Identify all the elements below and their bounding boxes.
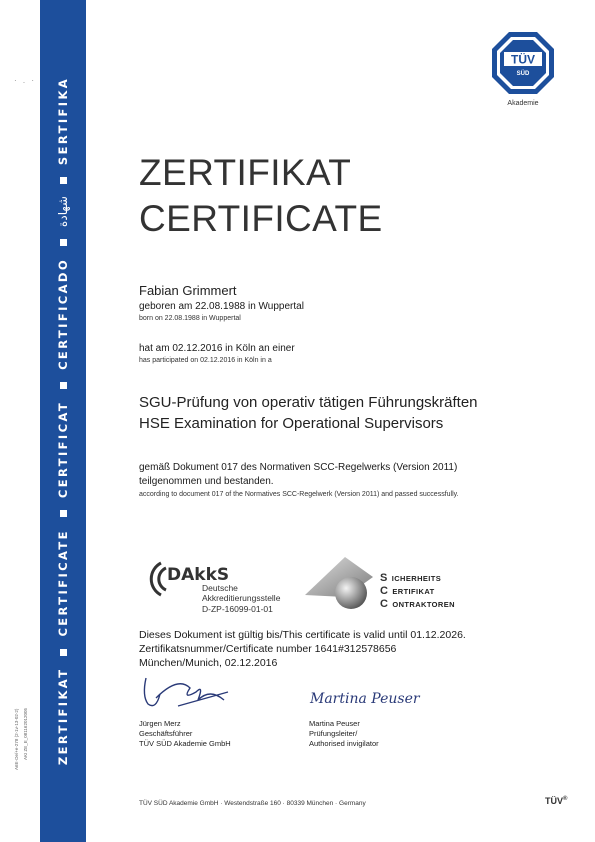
- accordance-german-line2: teilgenommen und bestanden.: [139, 476, 274, 487]
- scc-letter: S: [380, 572, 388, 584]
- dakks-id: D-ZP-16099-01-01: [202, 604, 273, 614]
- signature-juergen-merz: [138, 670, 238, 715]
- place-and-date: München/Munich, 02.12.2016: [139, 657, 278, 669]
- signature-text: Martina Peuser: [310, 691, 420, 707]
- square-bullet-icon: [60, 382, 67, 389]
- participation-german: hat am 02.12.2016 in Köln an einer: [139, 343, 295, 354]
- validity-statement: Dieses Dokument ist gültig bis/This certificate is valid until 01.12.2026.: [139, 629, 466, 641]
- holder-name: Fabian Grimmert: [139, 283, 237, 298]
- footer-brand-text: TÜV: [545, 796, 563, 806]
- band-word: ZERTIFIKAT: [56, 667, 70, 766]
- birth-info-german: geboren am 22.08.1988 in Wuppertal: [139, 301, 304, 312]
- square-bullet-icon: [60, 239, 67, 246]
- signer-role-english: Authorised invigilator: [309, 739, 379, 748]
- scc-letter: C: [380, 585, 389, 597]
- square-bullet-icon: [60, 510, 67, 517]
- accordance-german-line1: gemäß Dokument 017 des Normativen SCC-Regelwerks (Version 2011): [139, 462, 458, 473]
- scc-letter: C: [380, 598, 389, 610]
- footer-address: TÜV SÜD Akademie GmbH · Westendstraße 160 · 80339 München · Germany: [139, 800, 366, 807]
- participation-english: has participated on 02.12.2016 in Köln in a: [139, 357, 272, 364]
- scc-line: [380, 598, 455, 611]
- dakks-accreditation-logo: [145, 543, 305, 621]
- footer-brand: [545, 796, 567, 806]
- signer-block-2: [309, 719, 379, 749]
- square-bullet-icon: [60, 649, 67, 656]
- scc-logo-text: [380, 572, 455, 611]
- dakks-name: DAkkS: [167, 565, 230, 585]
- dakks-line1: Deutsche: [202, 583, 238, 593]
- side-band-words: [53, 0, 73, 842]
- logo-subtext: SÜD: [516, 71, 530, 77]
- band-word: CERTIFICADO: [56, 257, 70, 370]
- title-german: ZERTIFIKAT: [139, 152, 352, 193]
- signature-martina-peuser: [308, 683, 420, 713]
- dakks-line2: Akkreditierungsstelle: [202, 593, 281, 603]
- scc-word: ERTIFIKAT: [392, 587, 435, 596]
- title-english: CERTIFICATE: [139, 198, 383, 239]
- margin-code-2: AKI ZE_E_081162012005: [23, 708, 28, 760]
- scc-line: [380, 572, 455, 585]
- scan-dots: · . ·: [14, 76, 36, 85]
- scc-word: ICHERHEITS: [391, 574, 442, 583]
- certificate-number: Zertifikatsnummer/Certificate number 1641#312578656: [139, 643, 397, 655]
- band-word: CERTIFICAT: [56, 400, 70, 499]
- exam-title-german: SGU-Prüfung von operativ tätigen Führungskräften: [139, 394, 478, 411]
- band-word: CERTIFICATE: [56, 529, 70, 637]
- band-word: SERTIFIKA: [56, 76, 70, 166]
- scc-line: [380, 585, 455, 598]
- signer-role-german: Prüfungsleiter/: [309, 729, 358, 738]
- signer-org: TÜV SÜD Akademie GmbH: [139, 739, 231, 748]
- logo-subtitle: Akademie: [507, 100, 539, 107]
- birth-info-english: born on 22.08.1988 in Wuppertal: [139, 315, 241, 322]
- margin-code-1: A6E-Oe/+e-278 (2-1v-13-02-2): [14, 708, 19, 770]
- square-bullet-icon: [60, 177, 67, 184]
- band-word: شهادة: [56, 196, 70, 227]
- exam-title-english: HSE Examination for Operational Supervisors: [139, 415, 444, 432]
- signer-block-1: [139, 719, 231, 749]
- signer-name: Jürgen Merz: [139, 719, 181, 728]
- logo-text: TÜV: [511, 52, 535, 67]
- scc-globe-icon: [305, 555, 385, 617]
- registered-mark: ®: [563, 796, 568, 802]
- signer-role: Geschäftsführer: [139, 729, 193, 738]
- tuv-sud-logo-icon: [490, 30, 556, 96]
- accordance-english: according to document 017 of the Normatives SCC-Regelwerk (Version 2011) and passed successfully.: [139, 491, 459, 498]
- scc-word: ONTRAKTOREN: [392, 600, 455, 609]
- signer-name: Martina Peuser: [309, 719, 360, 728]
